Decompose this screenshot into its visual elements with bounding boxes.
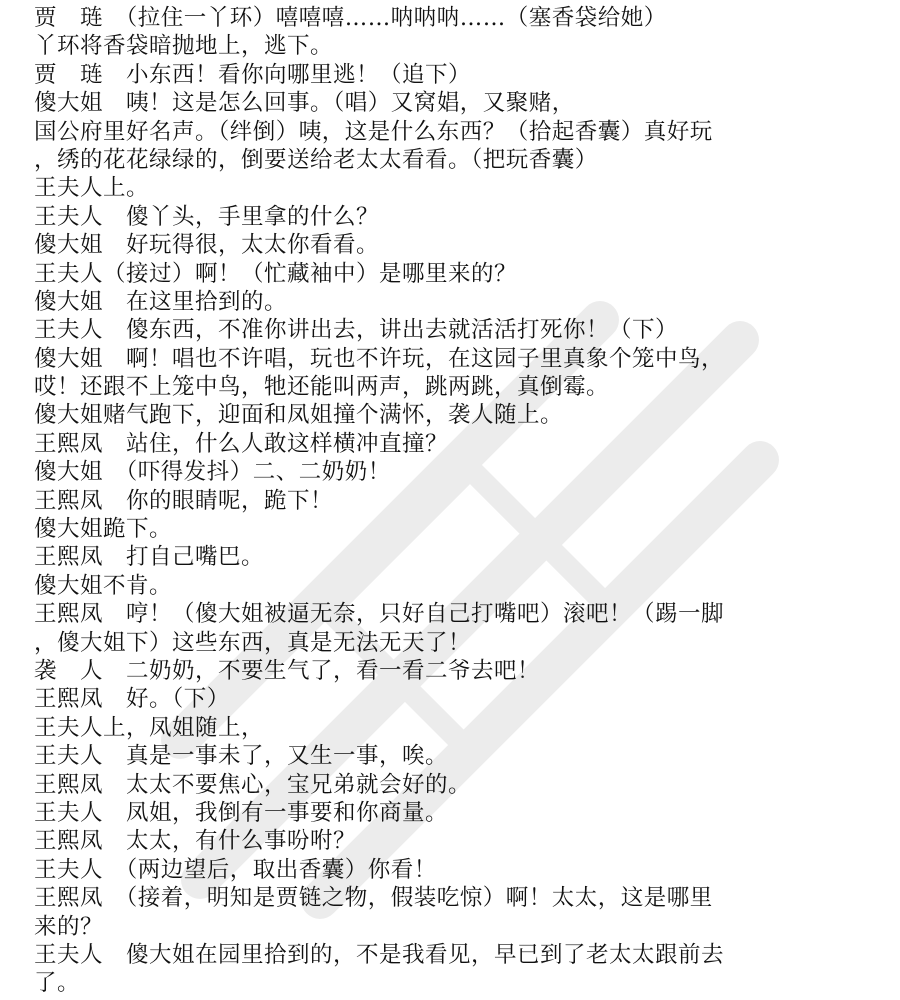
script-line: 国公府里好名声。（绊倒）咦，这是什么东西？（拾起香囊）真好玩 [34,118,713,145]
script-line: 傻大姐 （吓得发抖）二、二奶奶！ [34,459,391,486]
script-line: 傻大姐 好玩得很，太太你看看。 [34,232,380,259]
script-line: 王夫人 傻东西，不准你讲出去，讲出去就活活打死你！（下） [34,317,679,344]
script-line: 王夫人 凤姐，我倒有一事要和你商量。 [34,799,449,826]
script-line: 了。 [34,970,81,997]
script-line: 王夫人（接过）啊！（忙藏袖中）是哪里来的？ [34,260,518,287]
script-text [34,4,884,998]
script-line: 哎！还跟不上笼中鸟，牠还能叫两声，跳两跳，真倒霉。 [34,374,610,401]
script-line: 王夫人上。 [34,175,150,202]
script-line: 王熙凤 站住，什么人敢这样横冲直撞？ [34,430,449,457]
script-line: 贾 琏 （拉住一丫环）嘻嘻嘻……呐呐呐……（塞香袋给她） [34,5,667,31]
script-line: 贾 琏 小东西！看你向哪里逃！（追下） [34,61,472,88]
script-line: 王熙凤 打自己嘴巴。 [34,544,265,571]
script-line: 王熙凤 你的眼睛呢，跪下！ [34,487,334,514]
script-line: 王夫人 傻大姐在园里拾到的，不是我看见，早已到了老太太跟前去 [34,941,725,968]
script-line: 王夫人 傻丫头，手里拿的什么？ [34,203,380,230]
script-line: 王熙凤 太太不要焦心，宝兄弟就会好的。 [34,771,472,798]
script-line: 王夫人 真是一事未了，又生一事，唉。 [34,743,449,770]
script-line: 王熙凤 （接着，明知是贾链之物，假装吃惊）啊！太太，这是哪里 [34,885,713,912]
script-line: 王夫人 （两边望后，取出香囊）你看！ [34,856,437,883]
script-line: 傻大姐 在这里拾到的。 [34,288,288,315]
script-line: ，绣的花花绿绿的，倒要送给老太太看看。（把玩香囊） [34,146,598,173]
script-line: 来的？ [34,913,104,940]
script-line: 傻大姐 啊！唱也不许唱，玩也不许玩，在这园子里真象个笼中鸟， [34,345,725,372]
script-line: 王熙凤 好。（下） [34,686,230,713]
script-line: 傻大姐 咦！这是怎么回事。（唱）又窝娼，又聚赌， [34,90,575,117]
script-line: 傻大姐跪下。 [34,516,173,543]
script-line: 王熙凤 哼！（傻大姐被逼无奈，只好自己打嘴吧）滚吧！（踢一脚 [34,601,725,628]
script-line: 丫环将香袋暗抛地上，逃下。 [34,33,334,60]
script-line: 傻大姐赌气跑下，迎面和凤姐撞个满怀，袭人随上。 [34,402,564,429]
script-line: 王夫人上，凤姐随上， [34,714,265,741]
script-line: 傻大姐不肯。 [34,572,173,599]
script-line: 王熙凤 太太，有什么事吩咐？ [34,828,357,855]
script-line: 袭 人 二奶奶，不要生气了，看一看二爷去吧！ [34,657,541,684]
script-line: ，傻大姐下）这些东西，真是无法无天了！ [34,629,472,656]
